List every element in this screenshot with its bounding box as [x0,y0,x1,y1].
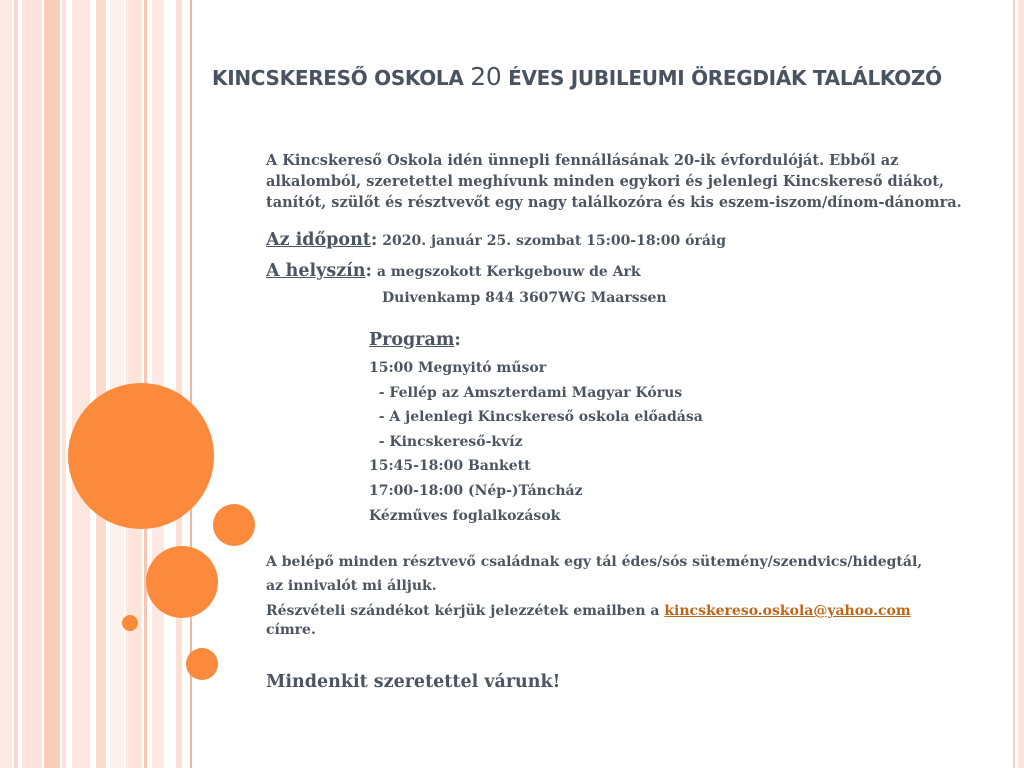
time-row [266,230,726,250]
program-item: Kézműves foglalkozások [369,508,561,524]
email-link[interactable]: kincskereso.oskola@yahoo.com [664,603,911,619]
decorative-stripes [0,0,200,768]
intro-line: alkalomból, szeretettel meghívunk minden egykori és jelenlegi Kincskereső diákot, [266,173,945,190]
rsvp-line-end: címre. [266,622,316,638]
place-value: a megszokott Kerkgebouw de Ark [371,264,641,280]
decorative-circle-small [213,504,255,546]
entry-line: az innivalót mi álljuk. [266,578,437,594]
program-item: 15:00 Megnyitó műsor [369,360,547,376]
program-heading [369,330,461,350]
time-label: Az időpont [266,230,371,250]
intro-paragraph [266,150,986,213]
decorative-circle-large [68,383,214,529]
intro-line: tanítót, szülőt és résztvevőt egy nagy találkozóra és kis eszem-iszom/dínom-dánomra. [266,194,962,211]
decorative-right-stripe-thin [1013,0,1015,768]
rsvp-line [266,603,911,619]
time-colon: : [370,230,378,250]
place-label: A helyszín [266,261,366,281]
place-row [266,261,641,281]
entry-line: A belépő minden résztvevő családnak egy tál édes/sós sütemény/szendvics/hidegtál, [266,554,923,570]
title-part1: KINCSKERESŐ OSKOLA [212,66,471,90]
page-title [212,62,992,91]
time-value: 2020. január 25. szombat 15:00-18:00 óráig [377,233,727,249]
place-colon: : [365,261,372,281]
program-item: 15:45-18:00 Bankett [369,458,531,474]
place-address: Duivenkamp 844 3607WG Maarssen [382,290,667,306]
closing-text: Mindenkit szeretettel várunk! [266,672,561,692]
decorative-circle-tiny [122,615,138,631]
decorative-right-stripe [1018,0,1024,768]
decorative-circle-medium [146,546,218,618]
program-item: - A jelenlegi Kincskereső oskola előadása [369,409,703,425]
decorative-circle-small-2 [186,648,218,680]
rsvp-text: Részvételi szándékot kérjük jelezzétek emailben a [266,603,665,619]
program-label: Program [369,330,455,350]
program-item: - Kincskereső-kvíz [369,434,523,450]
intro-line: A Kincskereső Oskola idén ünnepli fennállásának 20-ik évfordulóját. Ebből az [266,152,899,169]
program-item: - Fellép az Amszterdami Magyar Kórus [369,385,683,401]
title-number: 20 [470,62,502,91]
title-part2: ÉVES JUBILEUMI ÖREGDIÁK TALÁLKOZÓ [501,66,942,90]
program-item: 17:00-18:00 (Nép-)Táncház [369,483,583,499]
program-colon: : [454,330,461,350]
